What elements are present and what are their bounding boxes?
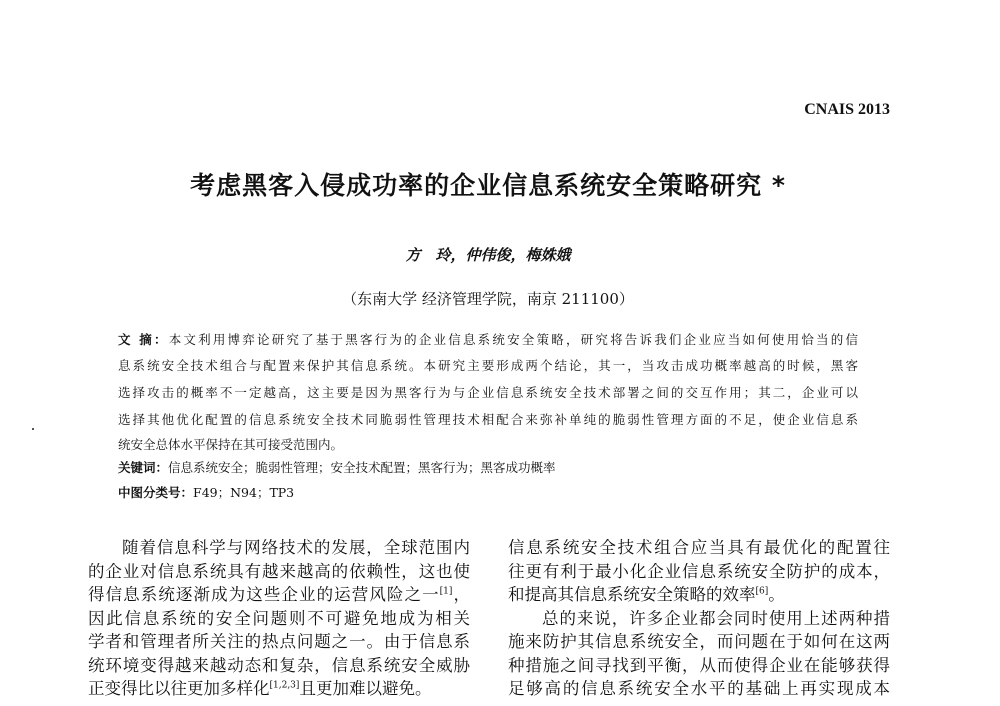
body-line: 总的来说，许多企业都会同时使用上述两种措 xyxy=(542,608,890,628)
authors: 方 玲，仲伟俊，梅姝娥 xyxy=(405,246,571,264)
body-line: 信息系统安全技术组合应当具有最优化的配置往 xyxy=(508,538,890,557)
citation: [1] xyxy=(439,586,453,597)
abstract-line: 息系统安全技术组合与配置来保护其信息系统。本研究主要形成两个结论，其一，当攻击成功概率越高的时候，黑客 xyxy=(118,358,858,373)
body-line: 得信息系统逐渐成为这些企业的运营风险之一[1]， xyxy=(88,585,471,604)
body-line: 施来防护其信息系统安全，而问题在于如何在这两 xyxy=(508,632,890,651)
scan-speck xyxy=(32,428,34,430)
abstract-line: 选择其他优化配置的信息系统安全技术同脆弱性管理技术相配合来弥补单纯的脆弱性管理方面的不足，使企业信息系 xyxy=(118,412,858,427)
keywords-label: 关键词： xyxy=(118,460,169,475)
keywords: 关键词：信息系统安全；脆弱性管理；安全技术配置；黑客行为；黑客成功概率 xyxy=(118,460,556,475)
body-line: 往更有利于最小化企业信息系统安全防护的成本， xyxy=(508,561,890,581)
affiliation: （东南大学 经济管理学院，南京 211100） xyxy=(342,290,634,308)
classification-label: 中图分类号： xyxy=(118,485,194,500)
conference-label: CNAIS 2013 xyxy=(804,101,890,118)
classification: 中图分类号：F49；N94；TP3 xyxy=(118,485,295,500)
body-line: 和提高其信息系统安全策略的效率[6]。 xyxy=(508,585,785,604)
citation: [1,2,3] xyxy=(269,680,300,691)
abstract-label: 文 摘： xyxy=(118,332,169,347)
paper-title: 考虑黑客入侵成功率的企业信息系统安全策略研究 * xyxy=(190,171,786,200)
body-line: 统环境变得越来越动态和复杂，信息系统安全威胁 xyxy=(88,655,470,675)
body-line: 随着信息科学与网络技术的发展，全球范围内 xyxy=(122,538,470,557)
body-line: 的企业对信息系统具有越来越高的依赖性，这也使 xyxy=(88,561,470,581)
body-line: 因此信息系统的安全问题则不可避免地成为相关 xyxy=(88,608,470,628)
abstract-line: 统安全总体水平保持在其可接受范围内。 xyxy=(118,437,344,452)
abstract-line: 选择攻击的概率不一定越高，这主要是因为黑客行为与企业信息系统安全技术部署之间的交互作用；其二，企业可以 xyxy=(118,385,858,400)
body-line: 正变得比以往更加多样化[1,2,3]且更加难以避免。 xyxy=(88,679,432,698)
body-line: 种措施之间寻找到平衡，从而使得企业在能够获得 xyxy=(508,655,890,675)
citation: [6] xyxy=(755,586,769,597)
body-line: 学者和管理者所关注的热点问题之一。由于信息系 xyxy=(88,632,470,651)
abstract-line: 文 摘：本文利用博弈论研究了基于黑客行为的企业信息系统安全策略，研究将告诉我们企业应当如何使用恰当的信 xyxy=(118,332,858,347)
body-line: 足够高的信息系统安全水平的基础上再实现成本 xyxy=(508,679,890,698)
